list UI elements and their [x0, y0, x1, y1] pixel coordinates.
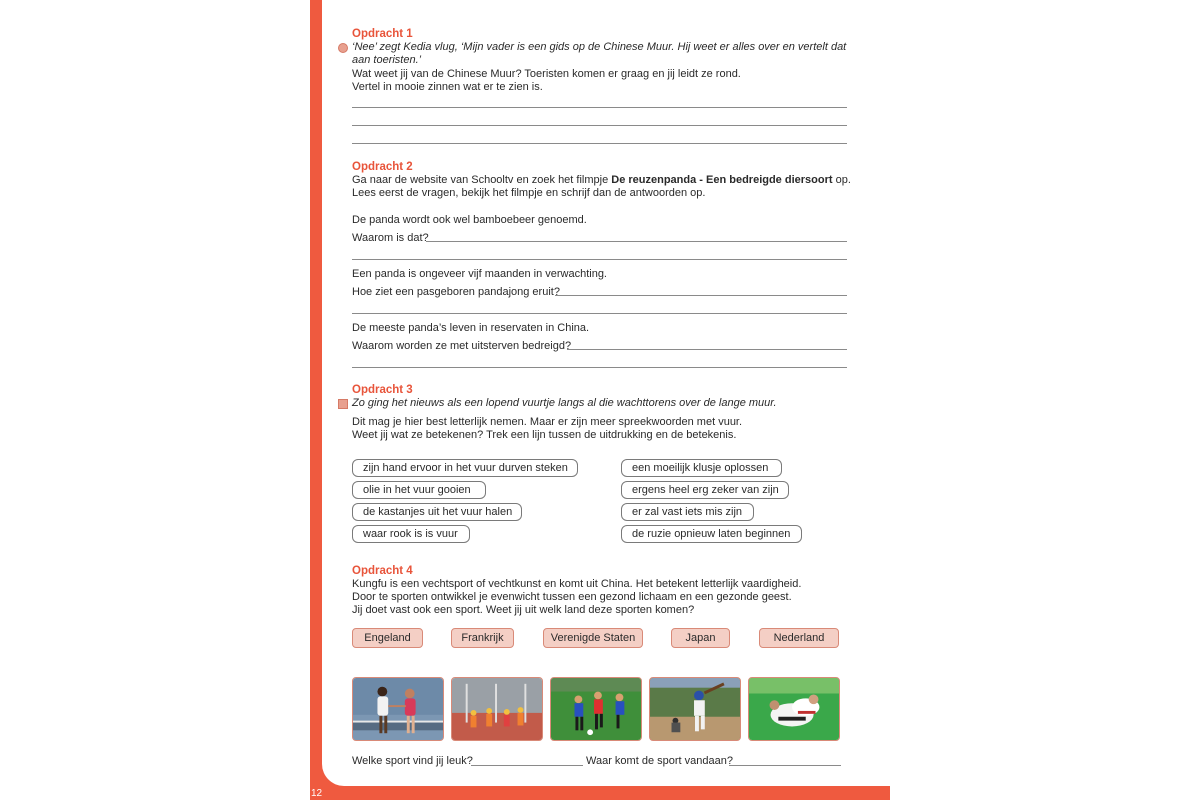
answer-line-2-2b[interactable]: [352, 313, 847, 314]
opdracht-2-question-2: Hoe ziet een pasgeboren pandajong eruit?: [352, 286, 560, 298]
opdracht-4-heading: Opdracht 4: [352, 565, 413, 577]
photo-judo: [748, 677, 840, 741]
meaning-box[interactable]: ergens heel erg zeker van zijn: [621, 481, 789, 499]
answer-line-2-1b[interactable]: [352, 259, 847, 260]
circle-marker-icon: [338, 43, 348, 53]
photo-soccer: [550, 677, 642, 741]
photo-tennis: [352, 677, 444, 741]
expression-box[interactable]: olie in het vuur gooien: [352, 481, 486, 499]
opdracht-2-intro-before: Ga naar de website van Schooltv en zoek het filmpje: [352, 174, 612, 186]
answer-line-2-1a[interactable]: [426, 241, 847, 242]
opdracht-1-instruction-1: Wat weet jij van de Chinese Muur? Toeristen komen er graag en jij leidt ze rond.: [352, 68, 741, 80]
opdracht-1-instruction-2: Vertel in mooie zinnen wat er te zien is.: [352, 81, 543, 93]
expression-box[interactable]: zijn hand ervoor in het vuur durven steken: [352, 459, 578, 477]
opdracht-2-heading: Opdracht 2: [352, 161, 413, 173]
opdracht-2-statement-3: De meeste panda’s leven in reservaten in China.: [352, 322, 590, 334]
page-number: 12: [311, 788, 323, 799]
favorite-sport-answer-line[interactable]: [471, 765, 583, 766]
opdracht-2-question-1: Waarom is dat?: [352, 232, 429, 244]
meaning-box[interactable]: de ruzie opnieuw laten beginnen: [621, 525, 802, 543]
answer-line-2-3a[interactable]: [567, 349, 847, 350]
opdracht-3-heading: Opdracht 3: [352, 384, 413, 396]
opdracht-3-instruction-2: Weet jij wat ze betekenen? Trek een lijn tussen de uitdrukking en de betekenis.: [352, 429, 737, 441]
country-japan[interactable]: Japan: [671, 628, 730, 648]
meaning-box[interactable]: een moeilijk klusje oplossen: [621, 459, 782, 477]
opdracht-2-statement-2: Een panda is ongeveer vijf maanden in verwachting.: [352, 268, 607, 280]
answer-line-2-2a[interactable]: [555, 295, 847, 296]
country-nederland[interactable]: Nederland: [759, 628, 839, 648]
answer-line-1-2[interactable]: [352, 125, 847, 126]
sport-origin-question: Waar komt de sport vandaan?: [586, 755, 733, 767]
opdracht-4-text-3: Jij doet vast ook een sport. Weet jij uit welk land deze sporten komen?: [352, 604, 695, 616]
opdracht-3-instruction-1: Dit mag je hier best letterlijk nemen. Maar er zijn meer spreekwoorden met vuur.: [352, 416, 743, 428]
opdracht-4-text-1: Kungfu is een vechtsport of vechtkunst en komt uit China. Het betekent letterlijk vaardigheid.: [352, 578, 802, 590]
opdracht-2-intro-after: op.: [832, 174, 851, 186]
country-frankrijk[interactable]: Frankrijk: [451, 628, 514, 648]
country-engeland[interactable]: Engeland: [352, 628, 423, 648]
opdracht-1-quote-line-1: ‘Nee’ zegt Kedia vlug, ‘Mijn vader is een gids op de Chinese Muur. Hij weet er alles over en vertelt dat: [352, 41, 847, 53]
expression-box[interactable]: waar rook is is vuur: [352, 525, 470, 543]
opdracht-2-video-title: De reuzenpanda - Een bedreigde diersoort: [611, 174, 833, 186]
meaning-box[interactable]: er zal vast iets mis zijn: [621, 503, 754, 521]
opdracht-2-statement-1: De panda wordt ook wel bamboebeer genoemd.: [352, 214, 587, 226]
answer-line-2-3b[interactable]: [352, 367, 847, 368]
square-marker-icon: [338, 399, 348, 409]
opdracht-2-question-3: Waarom worden ze met uitsterven bedreigd?: [352, 340, 572, 352]
photo-korfball: [451, 677, 543, 741]
sport-origin-answer-line[interactable]: [729, 765, 841, 766]
opdracht-2-intro-line-2: Lees eerst de vragen, bekijk het filmpje en schrijf dan de antwoorden op.: [352, 187, 706, 199]
opdracht-1-heading: Opdracht 1: [352, 28, 413, 40]
opdracht-4-text-2: Door te sporten ontwikkel je evenwicht tussen een gezond lichaam en een gezonde geest.: [352, 591, 792, 603]
country-verenigde-staten[interactable]: Verenigde Staten: [543, 628, 643, 648]
opdracht-2-intro: [352, 174, 872, 188]
photo-baseball: [649, 677, 741, 741]
opdracht-1-quote-line-2: aan toeristen.’: [352, 54, 422, 66]
opdracht-3-quote: Zo ging het nieuws als een lopend vuurtje langs al die wachttorens over de lange muur.: [352, 397, 777, 409]
answer-line-1-1[interactable]: [352, 107, 847, 108]
expression-box[interactable]: de kastanjes uit het vuur halen: [352, 503, 522, 521]
favorite-sport-question: Welke sport vind jij leuk?: [352, 755, 473, 767]
answer-line-1-3[interactable]: [352, 143, 847, 144]
